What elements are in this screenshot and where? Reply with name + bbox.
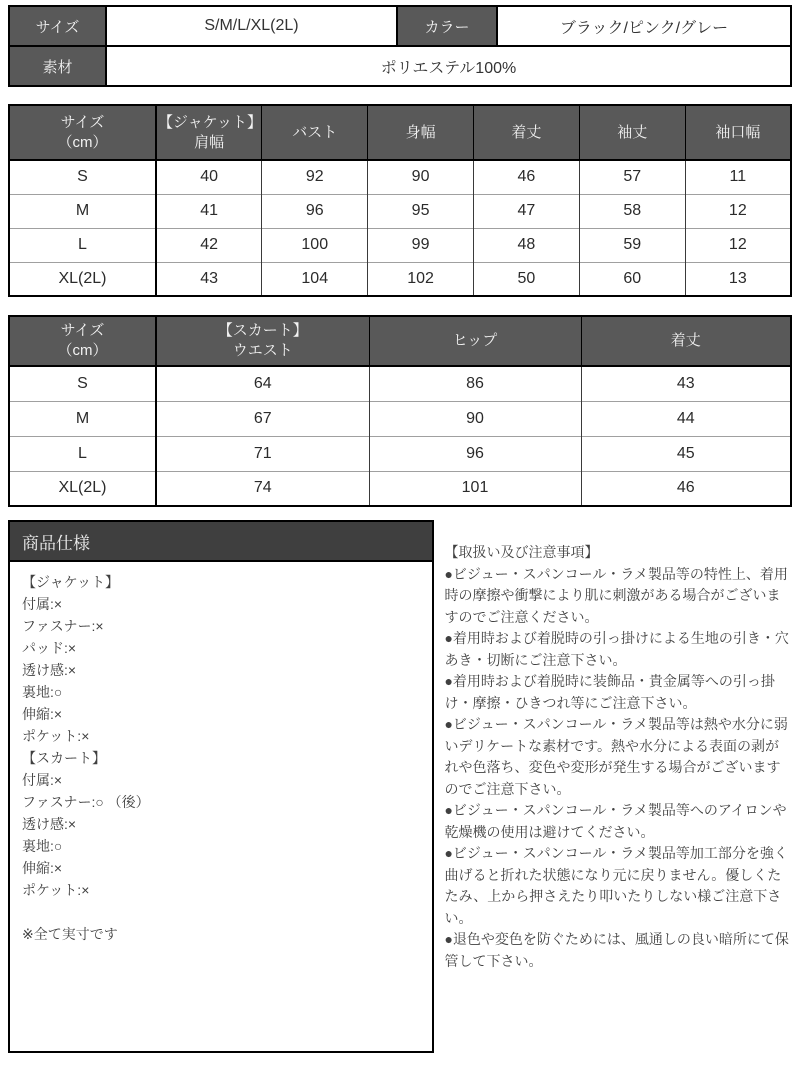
size-header-line2: （cm） (57, 133, 108, 151)
handling-note-item: ●ビジュー・スパンコール・ラメ製品等は熱や水分に弱いデリケートな素材です。熱や水分による表面の剥がれや色落ち、変色や変形が発生する場合がございますのでご注意下さい。 (444, 716, 788, 797)
spec-line: 【スカート】 (22, 750, 106, 766)
spec-line: 裏地:○ (22, 838, 63, 854)
size-cell: XL(2L) (9, 471, 156, 506)
spec-list (10, 562, 432, 954)
jacket-size-table (8, 104, 792, 297)
product-spec-box (8, 520, 434, 1053)
table-row (9, 366, 791, 401)
size-header-line1: サイズ (60, 322, 105, 339)
jacket-col-cuff: 袖口幅 (685, 105, 791, 160)
value-cell: 50 (473, 262, 579, 296)
jacket-group-label: 【ジャケット】 (158, 113, 262, 131)
value-cell: 92 (262, 160, 368, 194)
spec-line: 裏地:○ (22, 684, 63, 700)
handling-note-item: ●着用時および着脱時に装飾品・貴金属等への引っ掛け・摩擦・ひきつれ等にご注意下さい。 (444, 673, 775, 711)
value-cell: 46 (581, 471, 791, 506)
jacket-col-width: 身幅 (368, 105, 474, 160)
handling-notes (444, 520, 792, 972)
skirt-header-row (9, 316, 791, 366)
value-cell: 90 (368, 160, 474, 194)
jacket-size-header (9, 105, 156, 160)
value-cell: 60 (579, 262, 685, 296)
size-cell: S (9, 366, 156, 401)
jacket-col-length: 着丈 (473, 105, 579, 160)
size-cell: L (9, 436, 156, 471)
spec-line: ファスナー:× (22, 618, 104, 634)
jacket-col-label: 肩幅 (194, 133, 225, 151)
material-label-cell: 素材 (9, 46, 106, 86)
spec-line: パッド:× (22, 640, 77, 656)
material-value-cell: ポリエステル100% (106, 46, 791, 86)
handling-note-item: ●退色や変色を防ぐためには、風通しの良い暗所にて保管して下さい。 (444, 931, 789, 969)
value-cell: 90 (369, 401, 581, 436)
spec-line: 伸縮:× (22, 860, 63, 876)
spec-line: 透け感:× (22, 816, 77, 832)
value-cell: 44 (581, 401, 791, 436)
spec-box-title: 商品仕様 (10, 522, 432, 562)
handling-note-item: ●ビジュー・スパンコール・ラメ製品等へのアイロンや乾燥機の使用は避けてください。 (444, 802, 787, 840)
value-cell: 43 (156, 262, 262, 296)
info-row-size-color (9, 6, 791, 46)
table-row (9, 436, 791, 471)
size-label-cell: サイズ (9, 6, 106, 46)
spec-line: 【ジャケット】 (22, 574, 120, 590)
info-row-material (9, 46, 791, 86)
table-row (9, 262, 791, 296)
spec-line: 透け感:× (22, 662, 77, 678)
value-cell: 86 (369, 366, 581, 401)
spec-line: 付属:× (22, 596, 63, 612)
value-cell: 40 (156, 160, 262, 194)
size-cell: M (9, 401, 156, 436)
value-cell: 102 (368, 262, 474, 296)
value-cell: 100 (262, 228, 368, 262)
handling-note-item: ●ビジュー・スパンコール・ラメ製品等の特性上、着用時の摩擦や衝撃により肌に刺激がある場合がございますのでご注意ください。 (444, 565, 788, 625)
info-table (8, 5, 792, 87)
skirt-col-length: 着丈 (581, 316, 791, 366)
skirt-col-waist (156, 316, 369, 366)
size-cell: S (9, 160, 156, 194)
size-cell: XL(2L) (9, 262, 156, 296)
value-cell: 99 (368, 228, 474, 262)
value-cell: 46 (473, 160, 579, 194)
skirt-size-header (9, 316, 156, 366)
size-header-line2: （cm） (57, 342, 108, 359)
table-row (9, 160, 791, 194)
table-row (9, 228, 791, 262)
size-cell: L (9, 228, 156, 262)
handling-notes-title: 【取扱い及び注意事項】 (444, 544, 599, 560)
spec-note: ※全て実寸です (22, 926, 118, 942)
spec-line: ファスナー:○ （後） (22, 794, 150, 810)
size-header-line1: サイズ (60, 113, 105, 131)
spec-line: 伸縮:× (22, 706, 63, 722)
spec-line: ポケット:× (22, 882, 90, 898)
value-cell: 13 (685, 262, 791, 296)
color-value-cell: ブラック/ピンク/グレー (497, 6, 791, 46)
spec-line: ポケット:× (22, 728, 90, 744)
value-cell: 41 (156, 194, 262, 228)
value-cell: 96 (262, 194, 368, 228)
color-label-cell: カラー (397, 6, 497, 46)
spec-line: 付属:× (22, 772, 63, 788)
table-row (9, 194, 791, 228)
jacket-col-sleeve: 袖丈 (579, 105, 685, 160)
value-cell: 96 (369, 436, 581, 471)
table-row (9, 471, 791, 506)
value-cell: 95 (368, 194, 474, 228)
value-cell: 67 (156, 401, 369, 436)
size-value-cell: S/M/L/XL(2L) (106, 6, 397, 46)
value-cell: 64 (156, 366, 369, 401)
skirt-col-label: ウエスト (232, 342, 293, 359)
value-cell: 47 (473, 194, 579, 228)
skirt-col-hip: ヒップ (369, 316, 581, 366)
jacket-header-row (9, 105, 791, 160)
bottom-section (8, 520, 792, 1053)
value-cell: 48 (473, 228, 579, 262)
skirt-size-table (8, 315, 792, 507)
value-cell: 42 (156, 228, 262, 262)
value-cell: 11 (685, 160, 791, 194)
jacket-col-shoulder (156, 105, 262, 160)
value-cell: 45 (581, 436, 791, 471)
value-cell: 12 (685, 194, 791, 228)
skirt-group-label: 【スカート】 (217, 322, 308, 339)
value-cell: 101 (369, 471, 581, 506)
value-cell: 59 (579, 228, 685, 262)
handling-note-item: ●ビジュー・スパンコール・ラメ製品等加工部分を強く曲げると折れた状態になり元に戻りません。優しくたたみ、上から押さえたり叩いたりしない様ご注意下さい。 (444, 845, 788, 926)
size-cell: M (9, 194, 156, 228)
table-row (9, 401, 791, 436)
value-cell: 12 (685, 228, 791, 262)
jacket-col-bust: バスト (262, 105, 368, 160)
value-cell: 71 (156, 436, 369, 471)
value-cell: 74 (156, 471, 369, 506)
value-cell: 58 (579, 194, 685, 228)
value-cell: 43 (581, 366, 791, 401)
value-cell: 57 (579, 160, 685, 194)
handling-note-item: ●着用時および着脱時の引っ掛けによる生地の引き・穴あき・切断にご注意下さい。 (444, 630, 789, 668)
value-cell: 104 (262, 262, 368, 296)
